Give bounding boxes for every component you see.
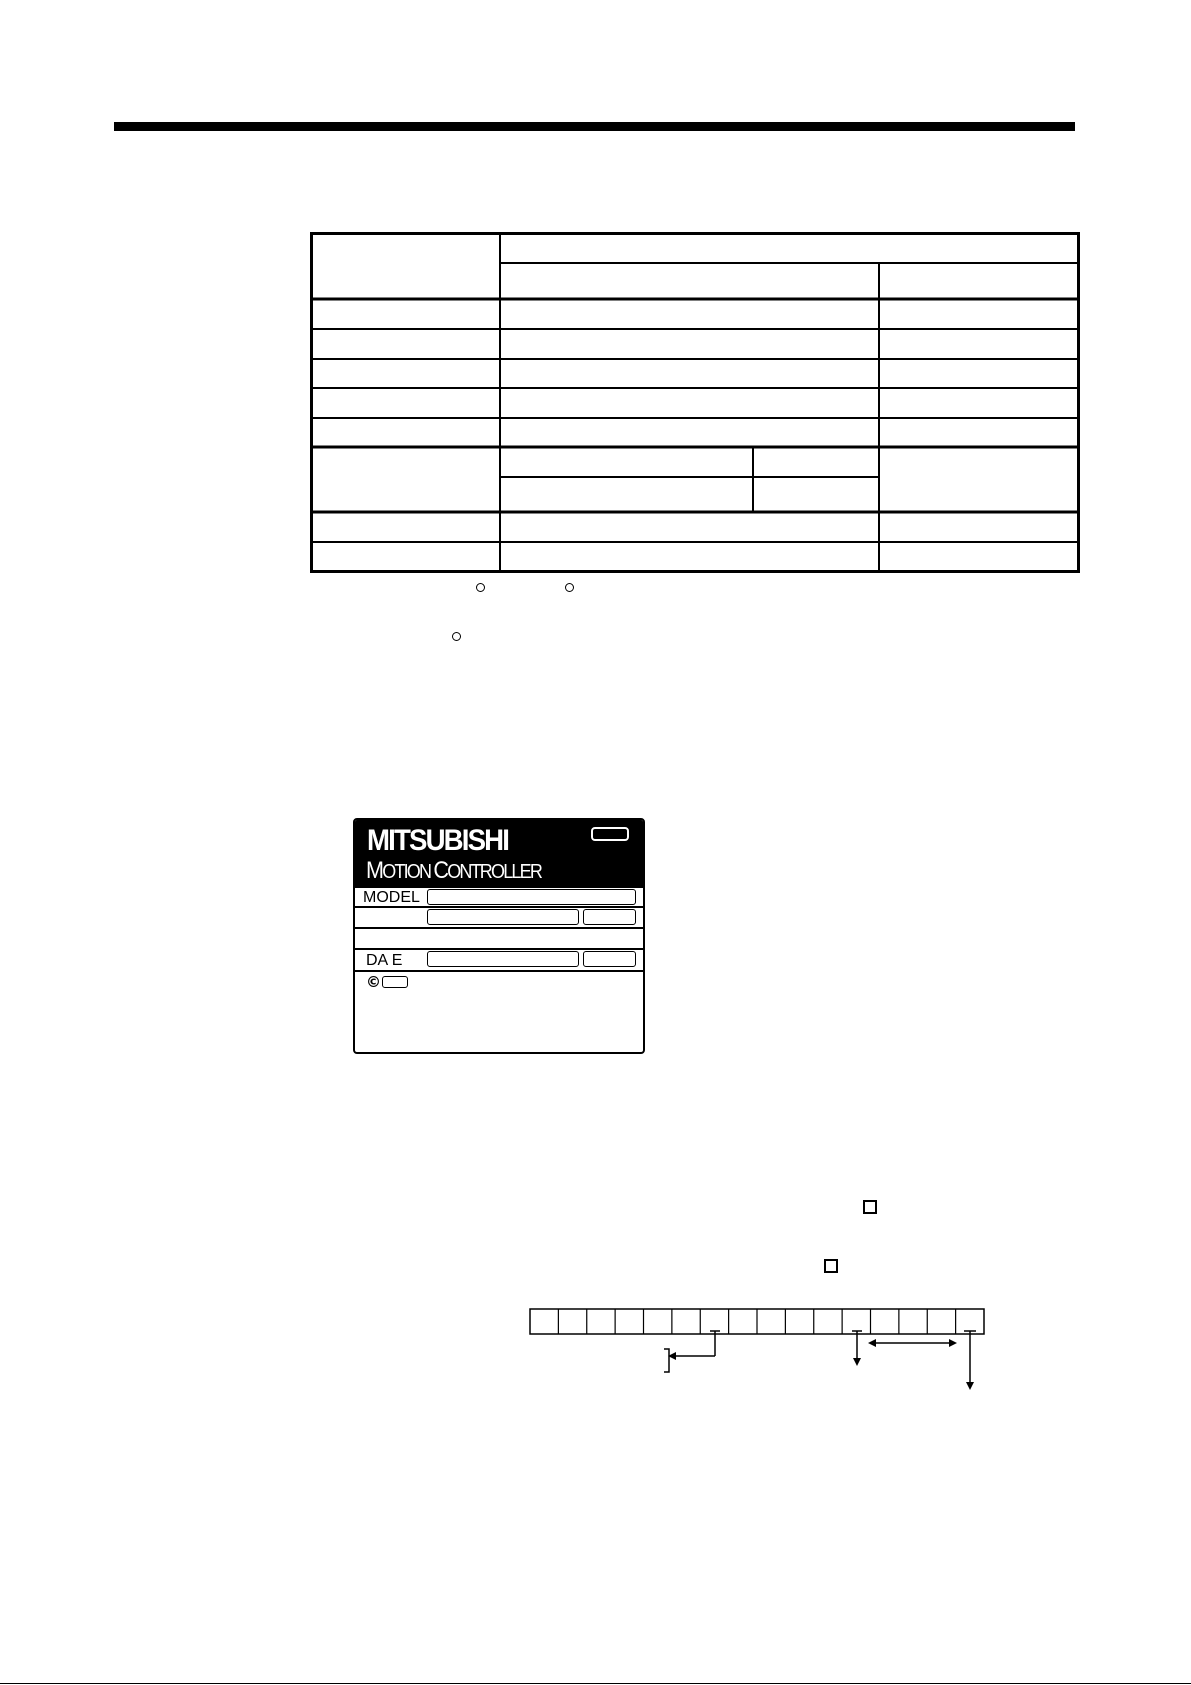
date-label: DA E [366,952,403,969]
footer-rule [0,1683,1191,1684]
plate-subtitle: MOTION CONTROLLER [366,857,542,884]
model-label: MODEL [363,889,420,906]
copyright-symbol: © [366,973,381,991]
plate-brand: MITSUBISHI [367,824,509,857]
